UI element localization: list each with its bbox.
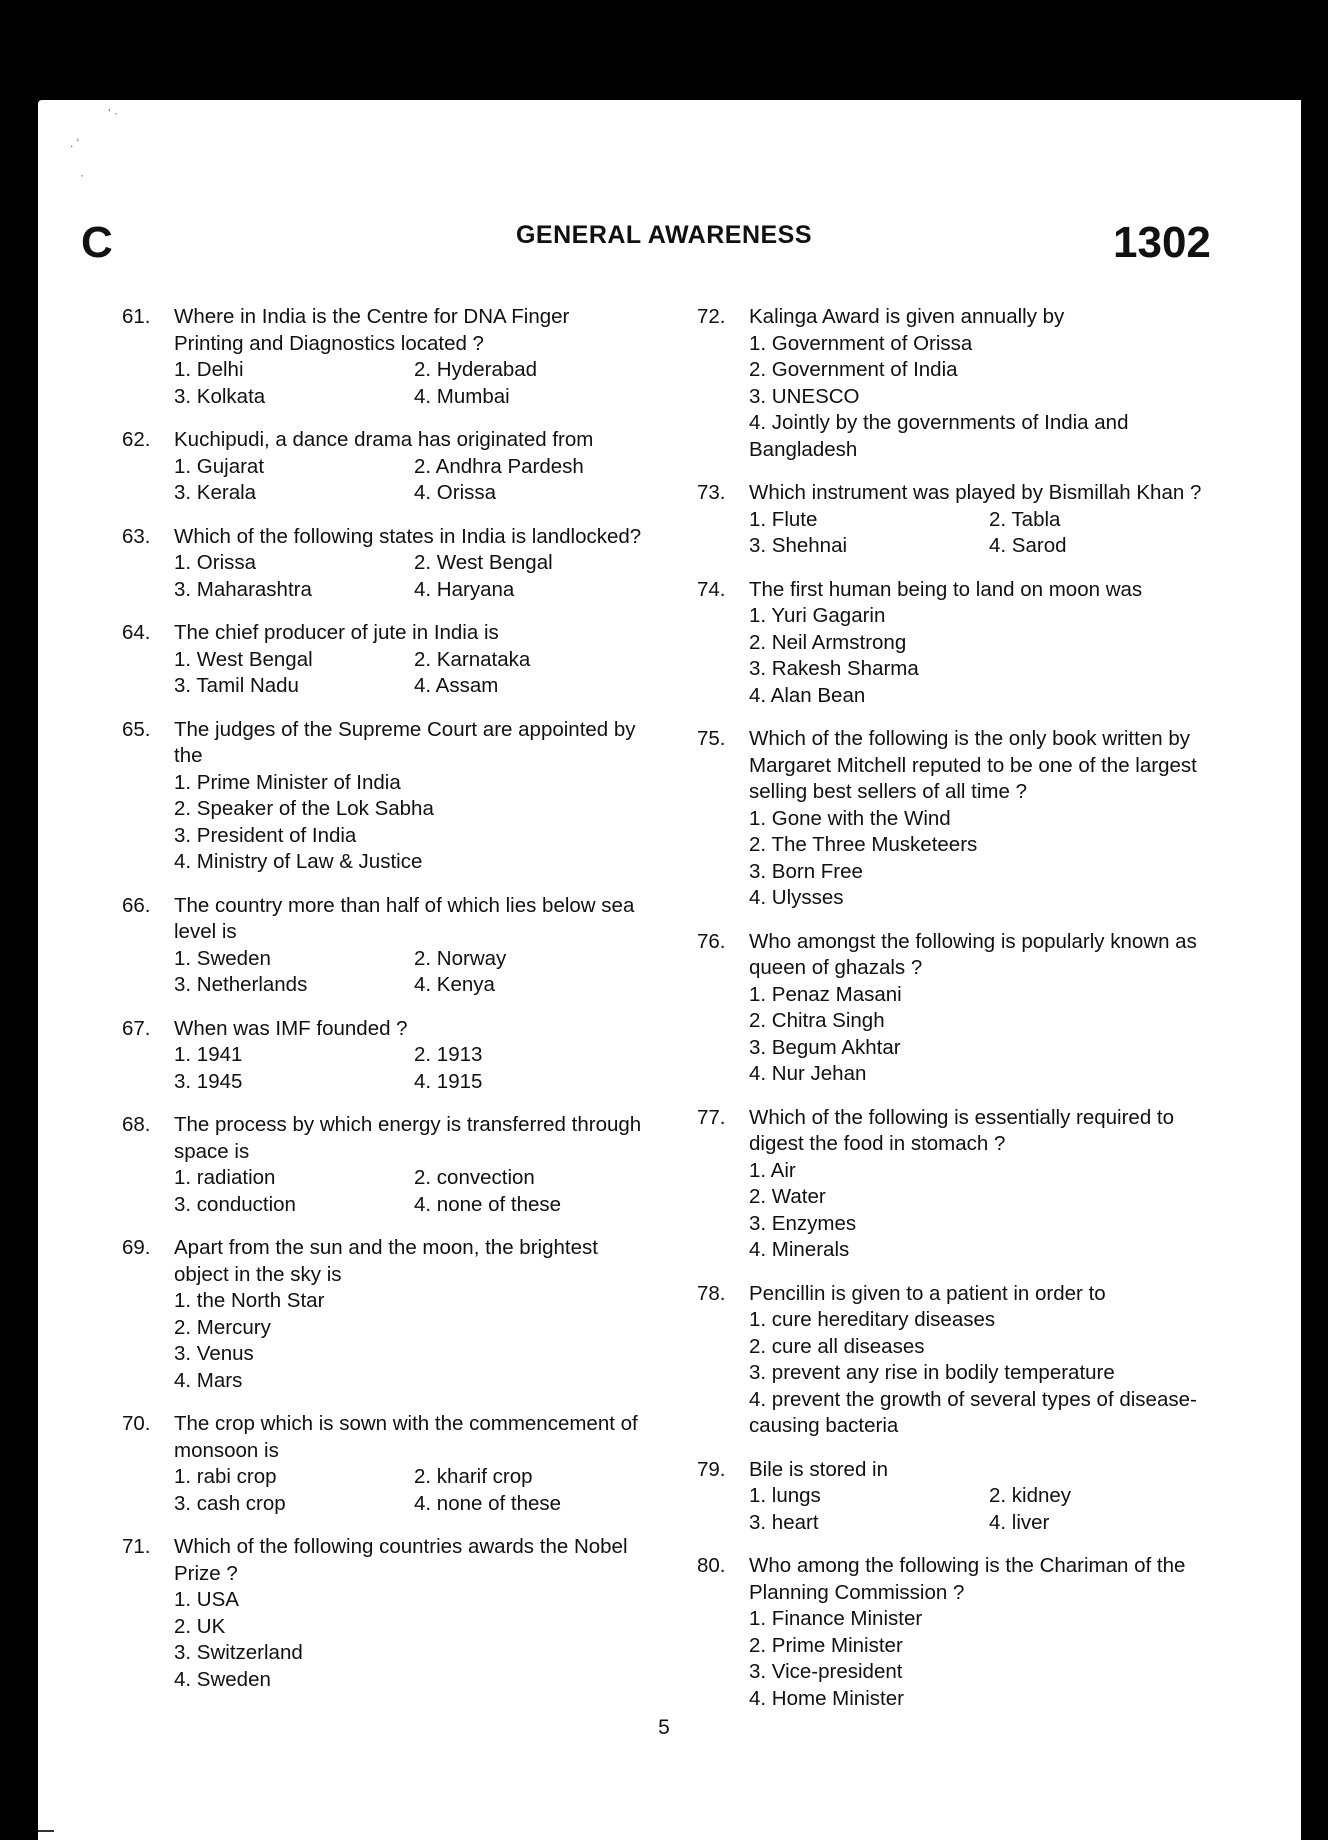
question-item [697,1457,1219,1537]
answer-option: 3. Begum Akhtar [749,1035,901,1059]
question-number: 75. [697,727,726,750]
answer-options [749,806,1219,912]
question-text: Which instrument was played by Bismillah Khan ? [749,481,1202,504]
left-question-column [122,304,642,1710]
answer-option: 1. radiation [174,1166,276,1189]
answer-option: 1. USA [174,1588,239,1611]
answer-option: 3. Vice-president [749,1660,903,1683]
question-text: The crop which is sown with the commencement of monsoon is [174,1412,638,1462]
question-number: 80. [697,1554,726,1577]
answer-option: 1. 1941 [174,1043,243,1066]
scan-mark [38,1830,54,1832]
answer-options [174,770,642,876]
answer-option: 1. Yuri Gagarin [749,604,886,627]
question-text: When was IMF founded ? [174,1016,408,1040]
answer-options [174,1587,642,1693]
scan-speck: · [80,168,84,182]
answer-option: 3. prevent any rise in bodily temperature [749,1361,1115,1384]
question-text: Pencillin is given to a patient in order to [749,1281,1106,1305]
answer-option: 4. Ministry of Law & Justice [174,850,423,873]
answer-options [174,550,642,603]
answer-option: 4. Mars [174,1368,243,1392]
question-text: The chief producer of jute in India is [174,621,499,644]
scan-speck: ‘ · [108,106,118,120]
answer-options [749,1606,1219,1712]
question-text: Bile is stored in [749,1457,889,1481]
answer-option: 1. Delhi [174,358,244,381]
scan-speck: . ‘ [70,136,80,150]
question-text: Which of the following countries awards the Nobel Prize ? [174,1535,628,1585]
answer-option: 2. Water [749,1185,826,1208]
answer-option: 2. Prime Minister [749,1633,903,1657]
answer-option: 1. rabi crop [174,1465,277,1488]
answer-option: 4. Haryana [414,577,515,601]
page-number: 5 [658,1716,670,1739]
answer-option: 4. 1915 [414,1069,483,1093]
answer-option: 3. Rakesh Sharma [749,657,919,680]
answer-option: 4. prevent the growth of several types of disease-causing bacteria [749,1387,1197,1437]
answer-options [174,1165,642,1218]
answer-option: 3. Born Free [749,859,863,883]
answer-option: 2. Speaker of the Lok Sabha [174,797,434,820]
answer-option: 3. Venus [174,1342,254,1365]
question-number: 62. [122,428,151,451]
question-item [697,1281,1219,1440]
question-number: 77. [697,1105,726,1129]
answer-options [174,357,642,410]
answer-option: 1. Gujarat [174,454,265,478]
answer-option: 4. Minerals [749,1238,850,1261]
question-text: The judges of the Supreme Court are appointed by the [174,717,636,767]
question-text: Which of the following is the only book written by Margaret Mitchell reputed to be one of the largest selling best sellers of all time ? [749,727,1197,803]
answer-option: 4. Mumbai [414,384,510,408]
question-item [122,1235,642,1394]
answer-option: 2. convection [414,1166,535,1189]
answer-option: 2. UK [174,1614,226,1638]
answer-options [749,1483,1219,1536]
question-item [697,577,1219,710]
question-text: Which of the following states in India is landlocked? [174,524,642,548]
question-number: 70. [122,1412,151,1435]
answer-option: 2. Neil Armstrong [749,630,907,654]
answer-option: 4. Home Minister [749,1686,904,1710]
answer-option: 4. Kenya [414,973,495,996]
answer-options [174,1288,642,1394]
answer-option: 2. Government of India [749,358,958,381]
answer-option: 3. UNESCO [749,384,860,408]
question-item [122,524,642,604]
answer-option: 3. 1945 [174,1069,243,1093]
question-item [122,1112,642,1218]
answer-option: 3. Tamil Nadu [174,674,299,697]
answer-option: 4. none of these [414,1192,562,1216]
question-item [122,620,642,700]
question-item [697,1553,1219,1712]
answer-options [749,982,1219,1088]
answer-options [174,647,642,700]
answer-option: 3. Enzymes [749,1211,857,1235]
answer-options [749,603,1219,709]
answer-option: 1. Sweden [174,946,271,970]
question-text: Where in India is the Centre for DNA Finger Printing and Diagnostics located ? [174,305,570,355]
answer-option: 2. Andhra Pardesh [414,454,584,478]
question-text: Which of the following is essentially required to digest the food in stomach ? [749,1105,1175,1155]
answer-option: 2. kidney [989,1484,1072,1507]
question-number: 63. [122,524,151,548]
answer-option: 2. Chitra Singh [749,1009,885,1032]
question-item [122,893,642,999]
answer-options [174,454,642,507]
answer-option: 4. Sweden [174,1667,271,1691]
answer-option: 3. conduction [174,1192,296,1216]
question-item [697,304,1219,463]
answer-option: 1. Gone with the Wind [749,806,951,830]
answer-option: 4. Jointly by the governments of India and Bangladesh [749,411,1129,461]
question-item [697,1105,1219,1264]
question-number: 74. [697,577,726,601]
answer-options [749,1307,1219,1440]
answer-option: 2. Mercury [174,1315,271,1339]
question-number: 72. [697,305,726,328]
question-text: Kalinga Award is given annually by [749,305,1065,328]
question-item [697,480,1219,560]
answer-option: 3. cash crop [174,1491,286,1515]
question-item [697,726,1219,912]
answer-options [749,331,1219,464]
answer-option: 1. Orissa [174,551,257,574]
answer-option: 3. Kerala [174,481,257,504]
question-item [122,717,642,876]
answer-option: 2. Norway [414,946,507,970]
question-number: 73. [697,481,726,504]
answer-option: 3. Shehnai [749,534,848,557]
answer-option: 2. Hyderabad [414,358,538,381]
answer-option: 1. Flute [749,507,818,531]
answer-option: 4. Ulysses [749,886,844,909]
question-number: 79. [697,1457,726,1481]
answer-option: 1. lungs [749,1484,821,1507]
right-question-column [697,304,1219,1729]
answer-option: 1. Prime Minister of India [174,770,401,794]
question-item [122,304,642,410]
question-text: Who among the following is the Chariman of the Planning Commission ? [749,1554,1186,1604]
answer-option: 1. Air [749,1158,796,1182]
section-title: GENERAL AWARENESS [515,221,813,249]
answer-option: 3. Switzerland [174,1641,303,1664]
answer-option: 4. liver [989,1510,1050,1534]
paper-code: 1302 [1113,218,1211,267]
paper-set-letter: C [81,218,113,267]
question-item [122,1534,642,1693]
question-number: 67. [122,1016,151,1040]
answer-option: 3. Kolkata [174,384,266,408]
question-number: 64. [122,621,151,644]
answer-option: 3. heart [749,1510,819,1534]
answer-option: 1. Government of Orissa [749,331,973,355]
answer-option: 2. Tabla [989,507,1061,531]
question-item [697,929,1219,1088]
question-number: 76. [697,929,726,953]
question-text: Kuchipudi, a dance drama has originated from [174,428,594,451]
answer-option: 2. Karnataka [414,647,531,671]
answer-option: 2. kharif crop [414,1465,533,1488]
answer-option: 1. West Bengal [174,647,313,671]
question-item [122,1411,642,1517]
question-text: The country more than half of which lies below sea level is [174,893,635,943]
question-number: 68. [122,1113,151,1136]
question-number: 61. [122,305,151,328]
answer-option: 1. cure hereditary diseases [749,1308,996,1331]
question-text: Apart from the sun and the moon, the brightest object in the sky is [174,1236,598,1286]
question-text: Who amongst the following is popularly known as queen of ghazals ? [749,929,1197,979]
answer-options [749,1158,1219,1264]
answer-option: 2. 1913 [414,1043,483,1066]
question-number: 66. [122,893,151,917]
question-number: 65. [122,717,151,741]
answer-option: 4. Alan Bean [749,683,866,707]
answer-options [174,1464,642,1517]
answer-options [174,946,642,999]
answer-option: 3. Netherlands [174,973,308,996]
answer-option: 1. Penaz Masani [749,982,902,1006]
answer-option: 4. Nur Jehan [749,1062,867,1085]
answer-option: 1. the North Star [174,1289,325,1312]
question-number: 69. [122,1236,151,1259]
answer-option: 2. The Three Musketeers [749,833,978,856]
answer-option: 4. Sarod [989,534,1067,557]
answer-option: 3. Maharashtra [174,577,312,601]
answer-option: 4. Orissa [414,481,497,504]
question-text: The process by which energy is transferred through space is [174,1113,642,1163]
answer-options [749,507,1219,560]
question-item [122,1016,642,1096]
question-number: 78. [697,1281,726,1305]
answer-option: 2. West Bengal [414,551,553,574]
answer-options [174,1042,642,1095]
question-text: The first human being to land on moon was [749,577,1143,601]
answer-option: 4. Assam [414,674,499,697]
answer-option: 3. President of India [174,823,357,847]
answer-option: 2. cure all diseases [749,1334,925,1358]
answer-option: 4. none of these [414,1491,562,1515]
answer-option: 1. Finance Minister [749,1607,923,1630]
question-number: 71. [122,1535,151,1558]
question-item [122,427,642,507]
